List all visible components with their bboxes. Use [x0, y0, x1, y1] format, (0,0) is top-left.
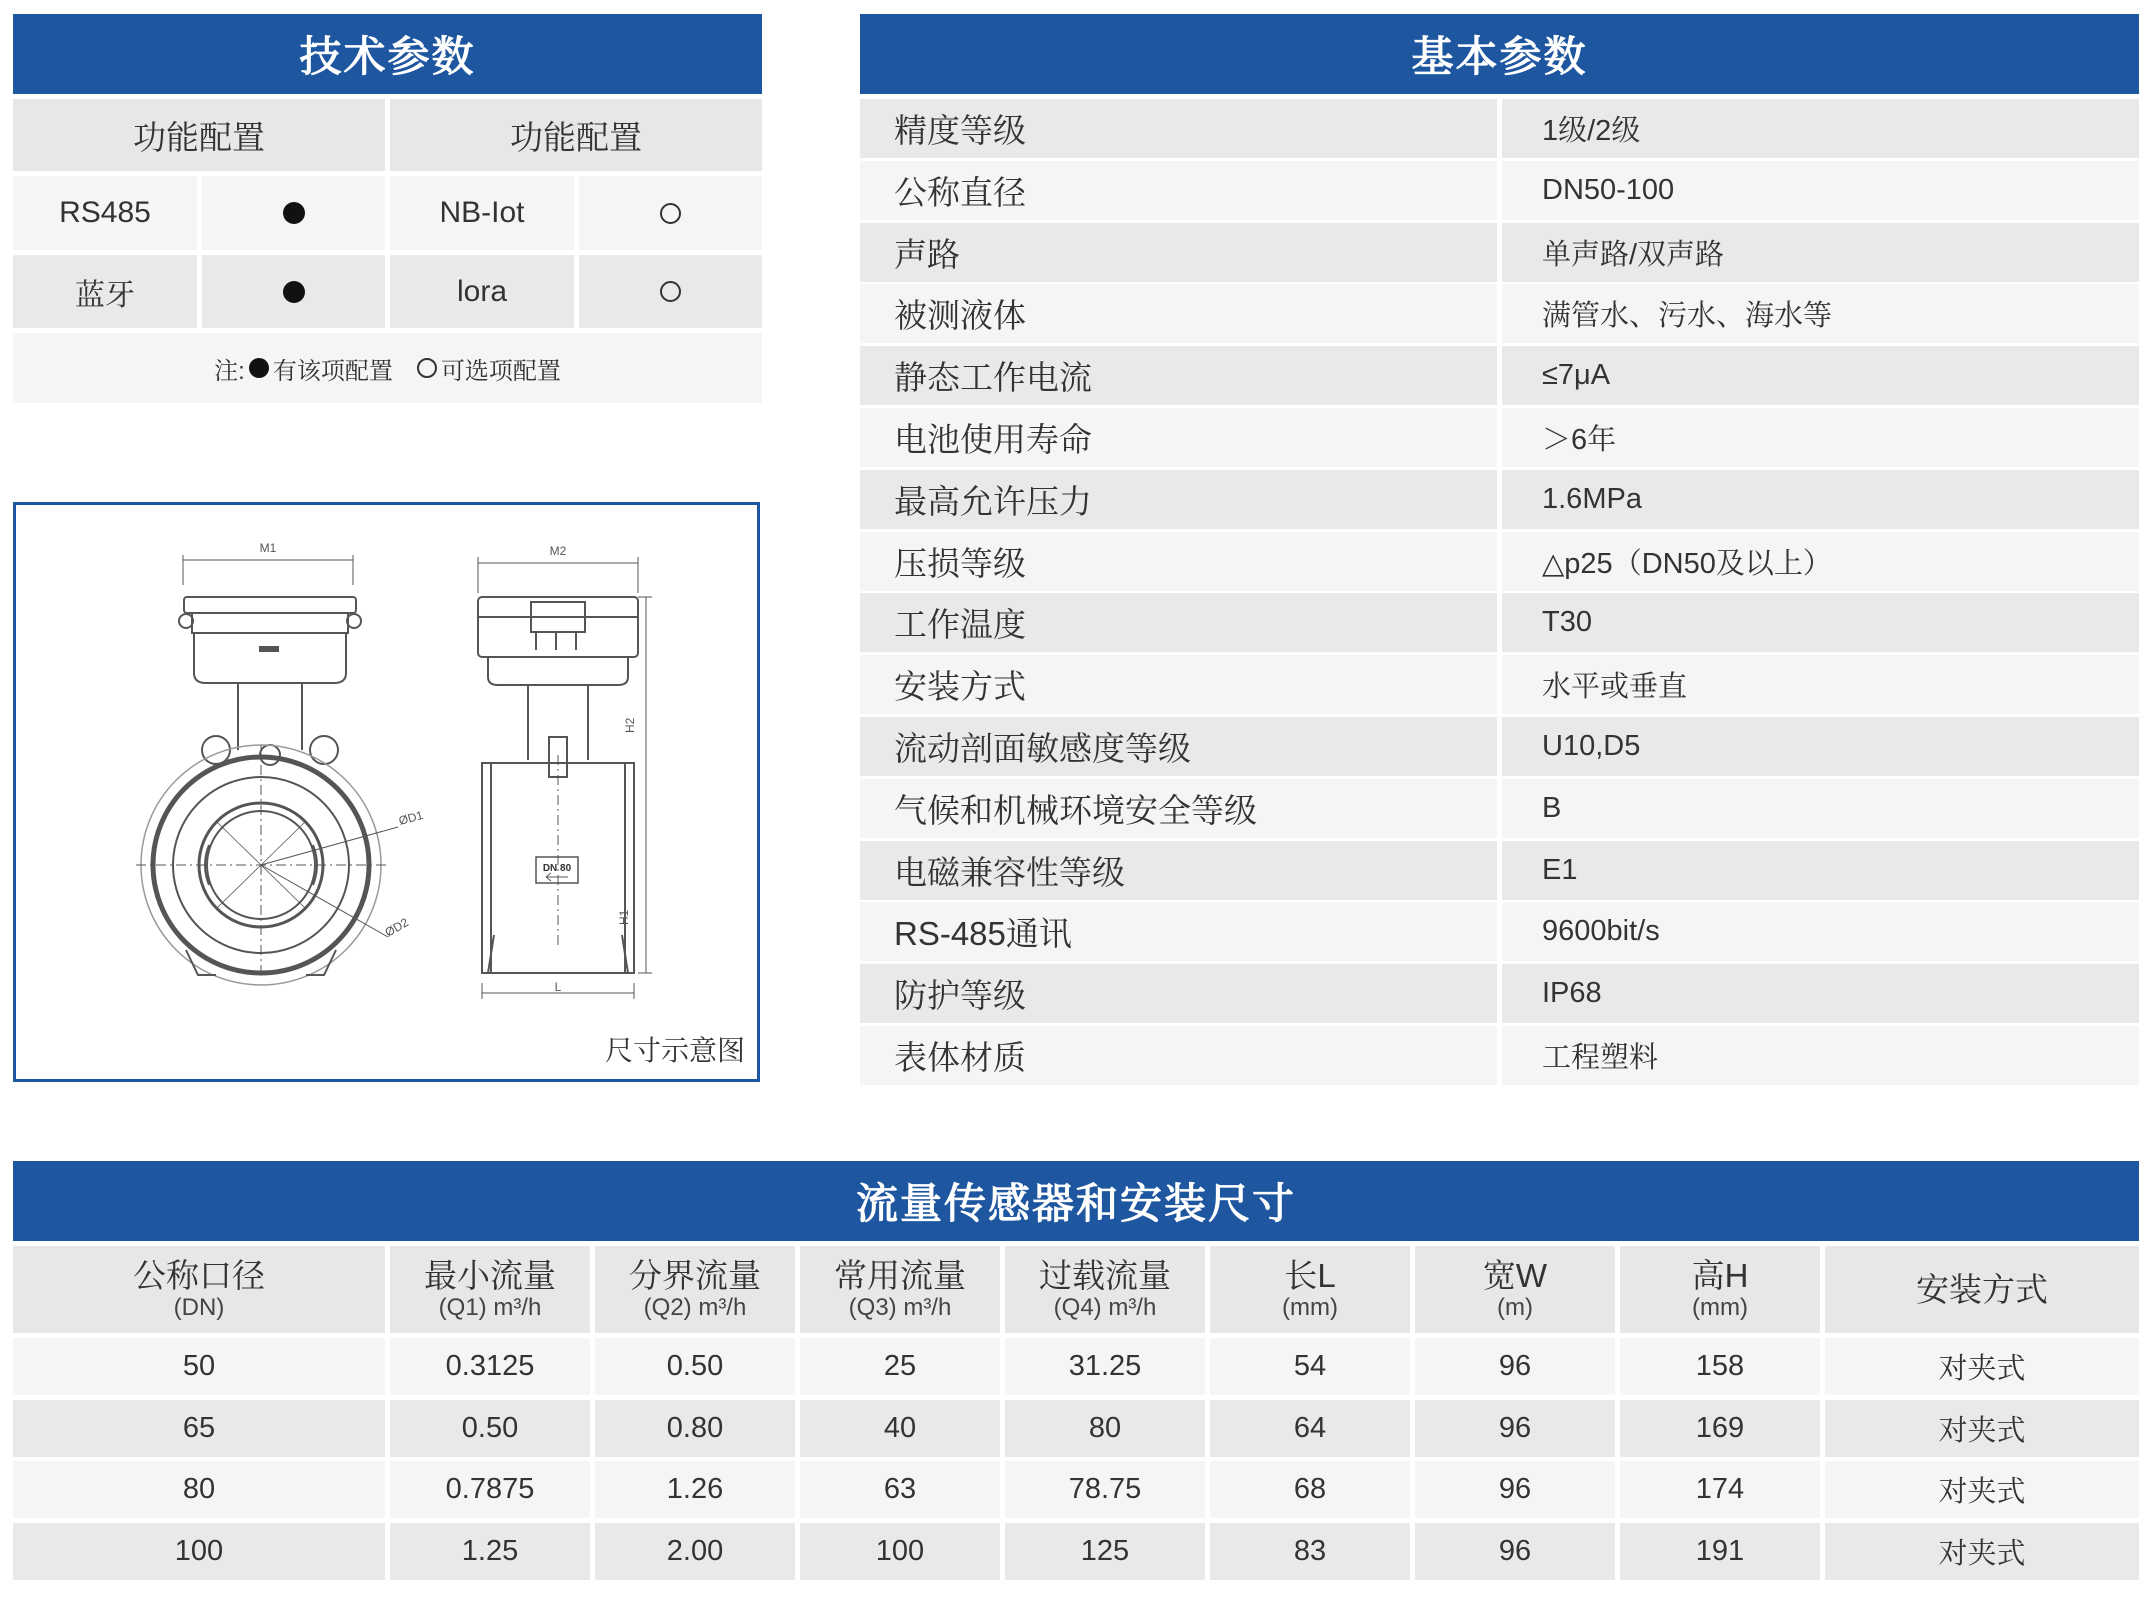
flow-header-main: 安装方式 [1916, 1270, 2048, 1308]
flow-header-main: 分界流量 [629, 1256, 761, 1294]
basic-param-label: 工作温度 [860, 593, 1497, 652]
basic-param-value: △p25（DN50及以上） [1502, 532, 2139, 591]
basic-param-row [860, 408, 2139, 467]
basic-param-row [860, 779, 2139, 838]
flow-header-cell [1005, 1246, 1205, 1333]
flow-table-cell: 1.25 [390, 1523, 590, 1580]
basic-param-row [860, 902, 2139, 961]
basic-param-row [860, 532, 2139, 591]
filled-dot-icon [249, 358, 269, 378]
basic-param-value: 满管水、污水、海水等 [1502, 284, 2139, 343]
flow-table-cell: 64 [1210, 1400, 1410, 1457]
basic-title: 基本参数 [1411, 33, 1588, 80]
basic-param-row [860, 346, 2139, 405]
flow-header-main: 长L [1284, 1256, 1336, 1294]
flow-table-cell: 0.50 [595, 1338, 795, 1395]
tech-row1-label-a: RS485 [13, 176, 197, 250]
flow-table-cell: 0.80 [595, 1400, 795, 1457]
dim-m1-label: M1 [259, 541, 277, 555]
flow-header-main: 公称口径 [133, 1256, 265, 1294]
flow-title: 流量传感器和安装尺寸 [855, 1180, 1296, 1227]
dim-d2-label: ØD2 [382, 915, 411, 940]
dim-m2-label: M2 [549, 544, 567, 558]
basic-param-row [860, 964, 2139, 1023]
tech-row2-mark-a [202, 255, 385, 328]
flow-header-sub: (Q4) m³/h [1053, 1293, 1157, 1321]
flow-header-cell [1210, 1246, 1410, 1333]
dimension-drawing-panel [13, 502, 760, 1082]
flow-table-cell: 96 [1415, 1523, 1615, 1580]
flow-header-sub: (m) [1497, 1293, 1533, 1321]
basic-param-value: 单声路/双声路 [1502, 223, 2139, 282]
filled-dot-icon [283, 281, 305, 303]
flow-table-cell: 对夹式 [1825, 1523, 2139, 1580]
flow-table-cell: 80 [1005, 1400, 1205, 1457]
flow-table-cell: 25 [800, 1338, 1000, 1395]
basic-param-row [860, 284, 2139, 343]
basic-param-label: 声路 [860, 223, 1497, 282]
tech-row2-mark-b [579, 255, 762, 328]
flow-table-cell: 63 [800, 1461, 1000, 1518]
side-view [478, 544, 652, 999]
flow-table-cell: 174 [1620, 1461, 1820, 1518]
meter-dimension-drawing [16, 505, 757, 1079]
basic-param-value: 1.6MPa [1502, 470, 2139, 529]
dim-l-label: L [554, 980, 562, 994]
hollow-circle-icon [417, 358, 437, 378]
basic-param-row [860, 1026, 2139, 1085]
basic-title-banner [860, 14, 2139, 94]
basic-param-label: 流动剖面敏感度等级 [860, 717, 1497, 776]
tech-row2-label-b: lora [390, 255, 574, 328]
basic-param-value: ≤7μA [1502, 346, 2139, 405]
basic-param-value: U10,D5 [1502, 717, 2139, 776]
basic-param-value: IP68 [1502, 964, 2139, 1023]
basic-param-value: 9600bit/s [1502, 902, 2139, 961]
basic-param-row [860, 841, 2139, 900]
tech-row2-label-a: 蓝牙 [13, 255, 197, 328]
note-filled-text: 有该项配置 [272, 357, 393, 385]
note-hollow-text: 可选项配置 [440, 357, 561, 385]
flow-header-sub: (Q2) m³/h [643, 1293, 747, 1321]
tech-row1-mark-a [202, 176, 385, 250]
flow-header-sub: (DN) [173, 1293, 225, 1321]
flow-table-cell: 0.3125 [390, 1338, 590, 1395]
flow-table-cell: 158 [1620, 1338, 1820, 1395]
flow-table-cell: 对夹式 [1825, 1338, 2139, 1395]
basic-param-label: 气候和机械环境安全等级 [860, 779, 1497, 838]
basic-param-label: 被测液体 [860, 284, 1497, 343]
flow-header-main: 过载流量 [1039, 1256, 1171, 1294]
filled-dot-icon [283, 202, 305, 224]
flow-table-cell: 191 [1620, 1523, 1820, 1580]
flow-table-cell: 31.25 [1005, 1338, 1205, 1395]
flow-header-cell [1825, 1246, 2139, 1333]
dim-d1-label: ØD1 [397, 807, 425, 828]
basic-param-value: DN50-100 [1502, 161, 2139, 220]
basic-param-row [860, 593, 2139, 652]
flow-header-main: 宽W [1482, 1256, 1548, 1294]
front-view [136, 541, 425, 985]
flow-table-cell: 0.50 [390, 1400, 590, 1457]
flow-header-cell [1620, 1246, 1820, 1333]
flow-header-sub: (mm) [1692, 1293, 1748, 1321]
basic-param-label: 表体材质 [860, 1026, 1497, 1085]
basic-param-value: 水平或垂直 [1502, 655, 2139, 714]
basic-param-label: 最高允许压力 [860, 470, 1497, 529]
flow-header-main: 最小流量 [424, 1256, 556, 1294]
tech-title: 技术参数 [299, 33, 476, 80]
basic-param-value: T30 [1502, 593, 2139, 652]
flow-table-cell: 0.7875 [390, 1461, 590, 1518]
flow-header-cell [13, 1246, 385, 1333]
flow-header-cell [595, 1246, 795, 1333]
flow-table-cell: 78.75 [1005, 1461, 1205, 1518]
flow-table-cell: 100 [13, 1523, 385, 1580]
basic-param-label: 精度等级 [860, 99, 1497, 158]
tech-row1-label-b: NB-Iot [390, 176, 574, 250]
basic-param-row [860, 470, 2139, 529]
tech-title-banner [13, 14, 762, 94]
flow-table-cell: 96 [1415, 1400, 1615, 1457]
basic-param-value: B [1502, 779, 2139, 838]
flow-header-cell [800, 1246, 1000, 1333]
basic-param-label: 安装方式 [860, 655, 1497, 714]
basic-param-label: 电池使用寿命 [860, 408, 1497, 467]
flow-table-cell: 169 [1620, 1400, 1820, 1457]
flow-table-cell: 对夹式 [1825, 1400, 2139, 1457]
basic-param-value: ＞6年 [1502, 408, 2139, 467]
flow-table-cell: 96 [1415, 1338, 1615, 1395]
basic-param-label: 压损等级 [860, 532, 1497, 591]
flow-header-main: 高H [1691, 1256, 1749, 1294]
basic-param-row [860, 161, 2139, 220]
dn-label: DN 80 [542, 863, 572, 874]
basic-param-label: 静态工作电流 [860, 346, 1497, 405]
basic-param-label: 公称直径 [860, 161, 1497, 220]
flow-header-sub: (mm) [1282, 1293, 1338, 1321]
basic-param-label: RS-485通讯 [860, 902, 1497, 961]
flow-header-cell [390, 1246, 590, 1333]
drawing-caption: 尺寸示意图 [604, 1035, 745, 1066]
flow-header-sub: (Q3) m³/h [848, 1293, 952, 1321]
flow-header-cell [1415, 1246, 1615, 1333]
tech-legend-note [13, 333, 762, 403]
flow-table-cell: 80 [13, 1461, 385, 1518]
flow-table-cell: 83 [1210, 1523, 1410, 1580]
basic-param-label: 电磁兼容性等级 [860, 841, 1497, 900]
basic-param-value: E1 [1502, 841, 2139, 900]
dim-h2-label: H2 [623, 717, 637, 733]
flow-table-cell: 96 [1415, 1461, 1615, 1518]
basic-param-label: 防护等级 [860, 964, 1497, 1023]
flow-table-cell: 1.26 [595, 1461, 795, 1518]
basic-param-row [860, 223, 2139, 282]
basic-param-row [860, 655, 2139, 714]
flow-header-main: 常用流量 [834, 1256, 966, 1294]
tech-header-1: 功能配置 [13, 99, 385, 171]
flow-table-cell: 对夹式 [1825, 1461, 2139, 1518]
dim-h1-label: H1 [617, 909, 631, 925]
basic-param-row [860, 99, 2139, 158]
tech-row1-mark-b [579, 176, 762, 250]
flow-table-cell: 40 [800, 1400, 1000, 1457]
tech-header-2: 功能配置 [390, 99, 762, 171]
flow-table-cell: 54 [1210, 1338, 1410, 1395]
flow-table-cell: 50 [13, 1338, 385, 1395]
note-prefix: 注: [214, 357, 245, 385]
flow-table-cell: 125 [1005, 1523, 1205, 1580]
basic-param-value: 工程塑料 [1502, 1026, 2139, 1085]
hollow-circle-icon [660, 203, 681, 224]
flow-table-cell: 100 [800, 1523, 1000, 1580]
basic-param-row [860, 717, 2139, 776]
flow-table-cell: 65 [13, 1400, 385, 1457]
flow-title-banner [13, 1161, 2139, 1241]
flow-header-sub: (Q1) m³/h [438, 1293, 542, 1321]
flow-table-cell: 68 [1210, 1461, 1410, 1518]
hollow-circle-icon [660, 281, 681, 302]
basic-param-value: 1级/2级 [1502, 99, 2139, 158]
flow-table-cell: 2.00 [595, 1523, 795, 1580]
